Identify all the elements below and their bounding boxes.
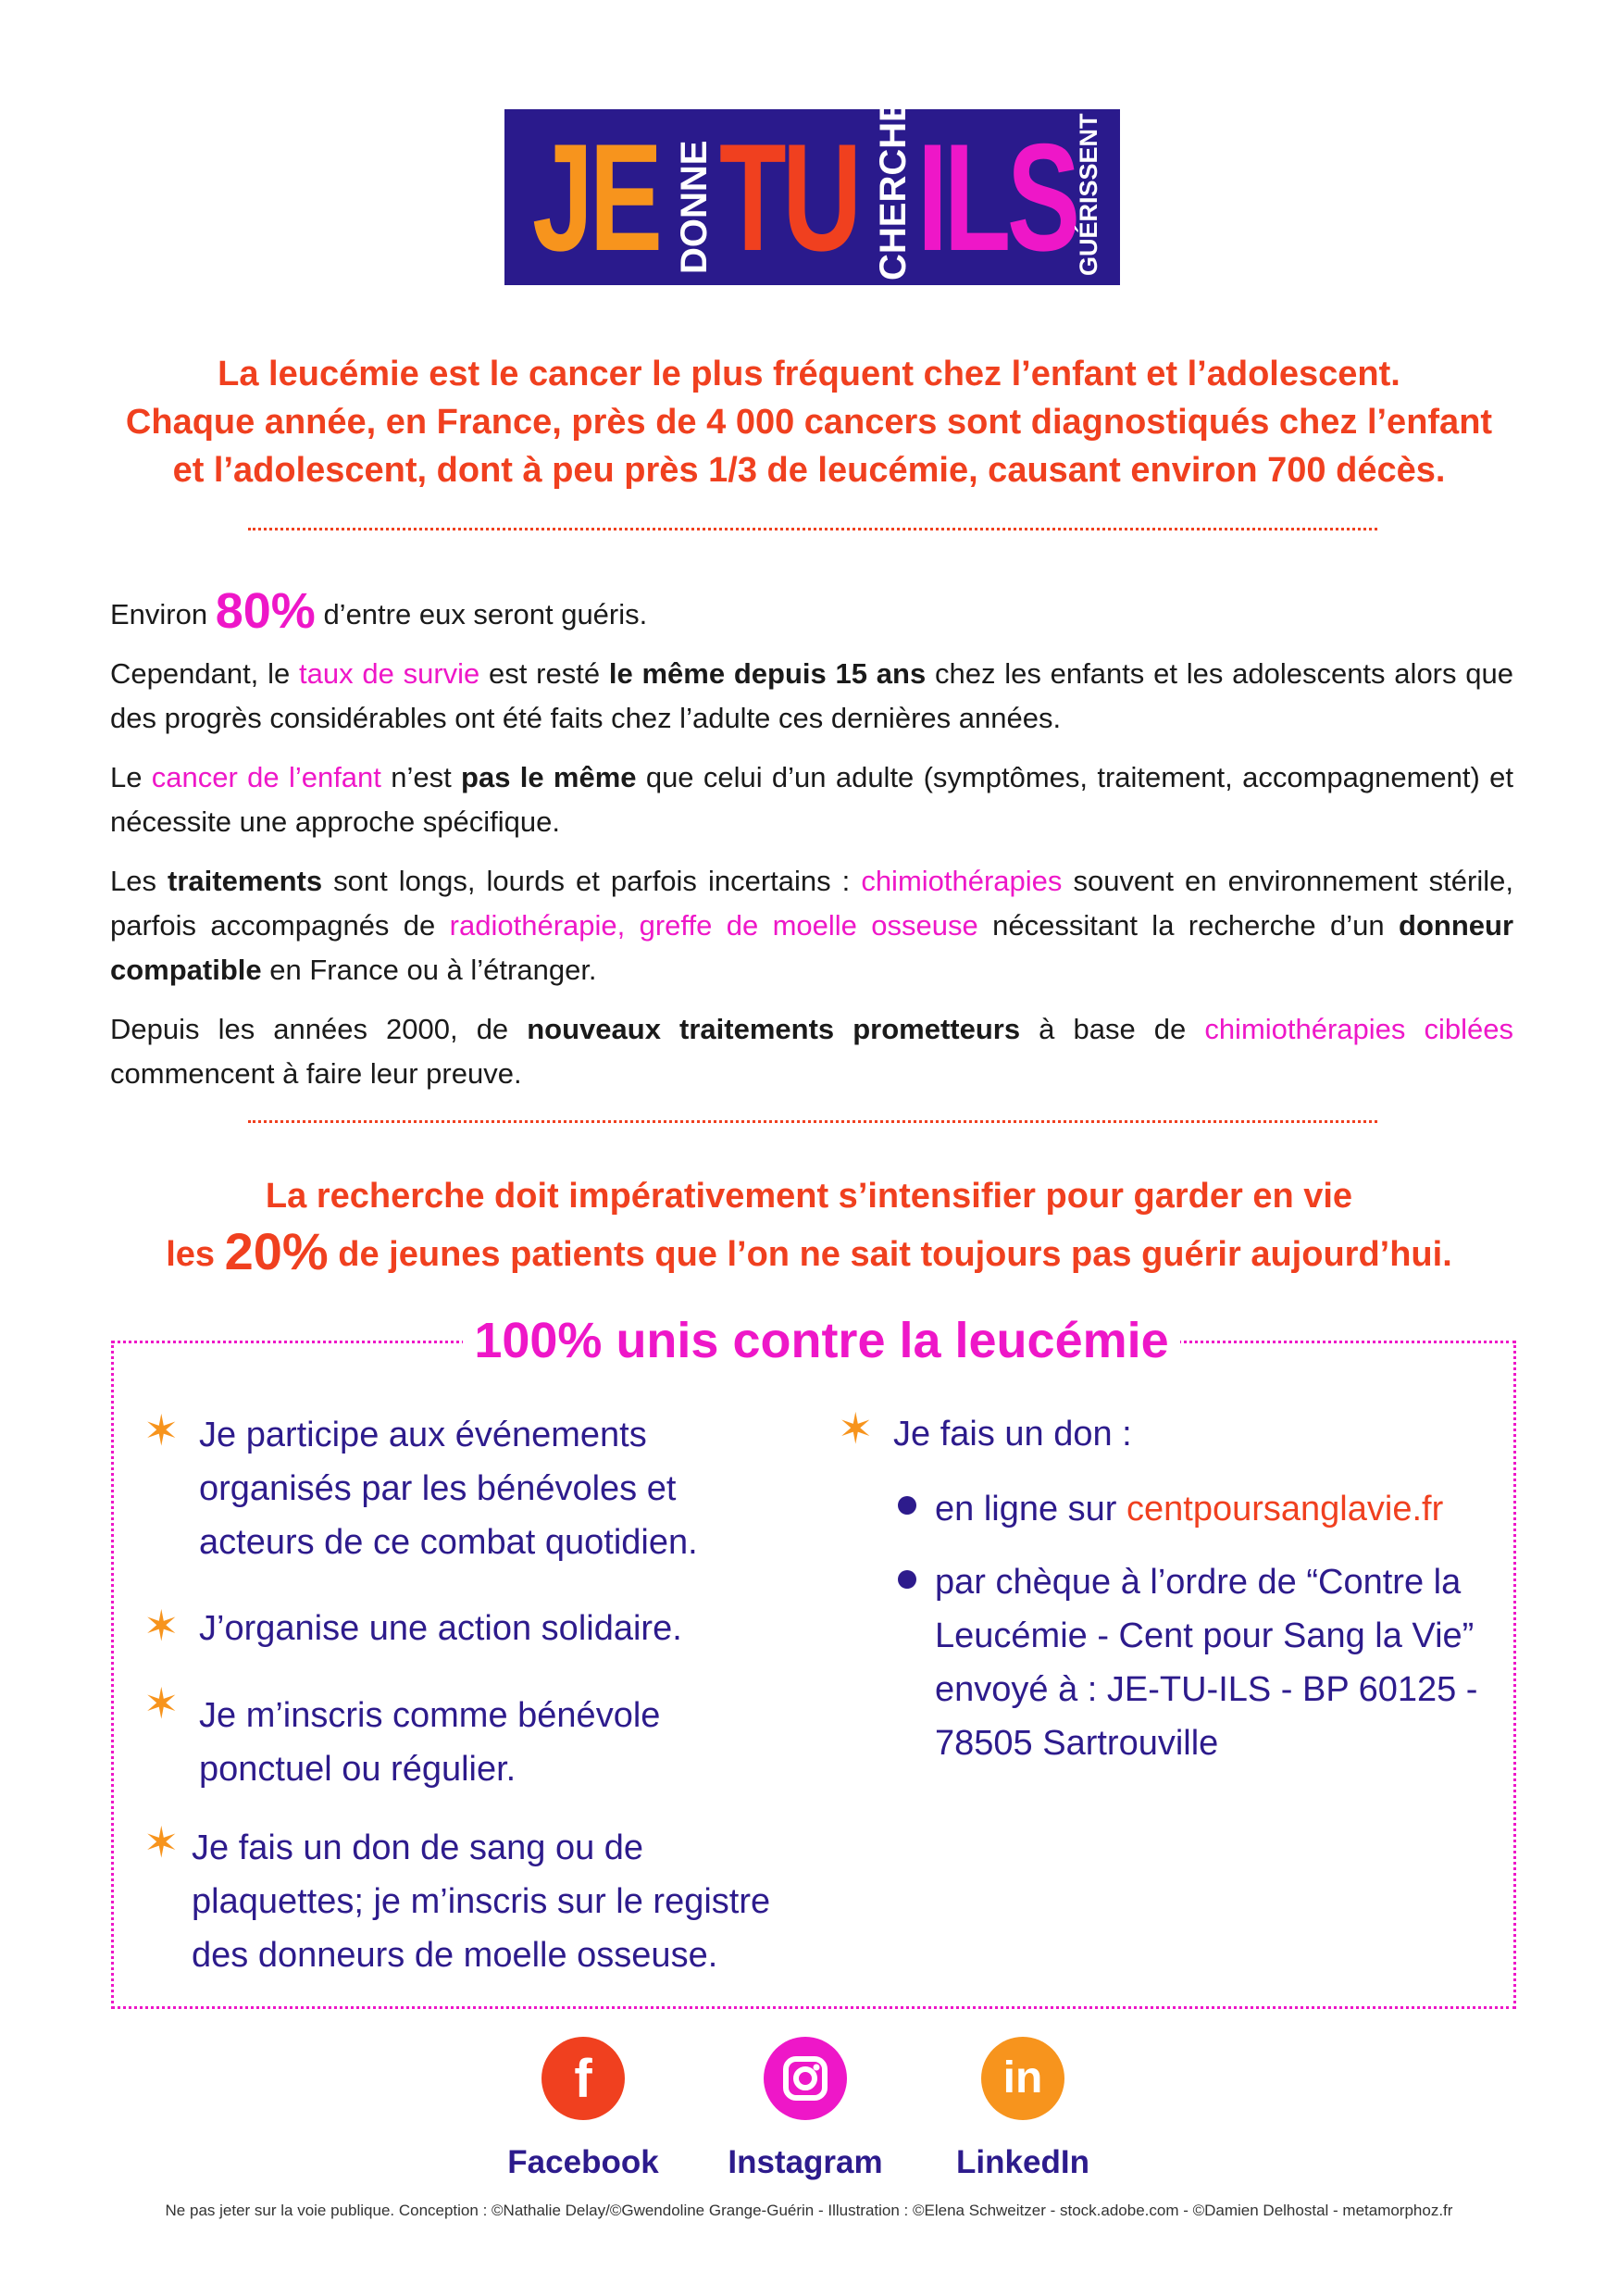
intro-line-1: La leucémie est le cancer le plus fréquent chez l’enfant et l’adolescent. bbox=[218, 355, 1400, 393]
donation-title: Je fais un don : bbox=[893, 1415, 1132, 1454]
bullet-dot bbox=[898, 1496, 916, 1515]
instagram-label[interactable]: Instagram bbox=[728, 2144, 883, 2180]
intro-line-2: Chaque année, en France, près de 4 000 cancers sont diagnostiqués chez l’enfant bbox=[125, 403, 1493, 442]
box-title: 100% unis contre la leucémie bbox=[463, 1304, 1180, 1378]
pct-20: 20% bbox=[224, 1222, 329, 1280]
instagram-icon[interactable] bbox=[764, 2037, 847, 2120]
paragraph-survival-rate: Cependant, le taux de survie est resté le même depuis 15 ans chez les enfants et les adolescents alors que des progrès considérables ont été faits chez l’adulte ces dernières années. bbox=[110, 657, 1513, 734]
linkedin-label[interactable]: LinkedIn bbox=[956, 2144, 1089, 2180]
paragraph-treatments: Les traitements sont longs, lourds et parfois incertains : chimiothérapies souvent en environnement stérile, parfois accompagnés de radiothérapie, greffe de moelle osseuse nécessitant la recherche d’un donneur compatible en France ou à l’étranger. bbox=[110, 865, 1514, 986]
star-icon: ✶ bbox=[143, 1818, 180, 1866]
linkedin-icon[interactable]: in bbox=[981, 2037, 1064, 2120]
donation-link[interactable]: centpoursanglavie.fr bbox=[1126, 1490, 1444, 1529]
logo bbox=[504, 72, 1120, 285]
pct-80: 80% bbox=[215, 583, 316, 639]
paragraph-child-cancer: Le cancer de l’enfant n’est pas le même que celui d’un adulte (symptômes, traitement, accompagnement) et nécessite une approche spécifique. bbox=[110, 761, 1513, 838]
star-icon: ✶ bbox=[143, 1406, 180, 1454]
logo-cherches: CHERCHES bbox=[873, 72, 914, 281]
credits: Ne pas jeter sur la voie publique. Conception : ©Nathalie Delay/©Gwendoline Grange-Guérin - Illustration : ©Elena Schweitzer - stock.adobe.com - ©Damien Delhostal - metamorphoz.fr bbox=[165, 2202, 1453, 2219]
bullet-dot bbox=[898, 1570, 916, 1589]
star-icon: ✶ bbox=[143, 1602, 180, 1650]
donation-online: en ligne sur centpoursanglavie.fr bbox=[935, 1490, 1444, 1529]
facebook-icon[interactable]: f bbox=[541, 2037, 625, 2120]
action-item-events: Je participe aux événements organisés par les bénévoles et acteurs de ce combat quotidien. bbox=[199, 1416, 698, 1562]
star-icon: ✶ bbox=[143, 1679, 180, 1728]
logo-guerissent: GUÉRISSENT bbox=[1075, 113, 1102, 276]
action-item-volunteer: Je m’inscris comme bénévole ponctuel ou régulier. bbox=[199, 1696, 661, 1789]
divider-middle bbox=[248, 1120, 1377, 1123]
action-item-blood-donation: Je fais un don de sang ou de plaquettes; je m’inscris sur le registre des donneurs de moelle osseuse. bbox=[192, 1828, 771, 1975]
logo-je: JE bbox=[532, 112, 659, 282]
intro-line-3: et l’adolescent, dont à peu près 1/3 de leucémie, causant environ 700 décès. bbox=[172, 451, 1446, 490]
paragraph-new-treatments: Depuis les années 2000, de nouveaux traitements prometteurs à base de chimiothérapies ciblées commencent à faire leur preuve. bbox=[110, 1013, 1513, 1090]
paragraph-survival: Environ 80% d’entre eux seront guéris. bbox=[110, 583, 648, 639]
research-call bbox=[111, 1168, 1507, 1282]
facebook-label[interactable]: Facebook bbox=[507, 2144, 659, 2180]
star-icon: ✶ bbox=[838, 1404, 874, 1453]
call-line-2: les 20% de jeunes patients que l’on ne sait toujours pas guérir aujourd’hui. bbox=[166, 1222, 1452, 1280]
intro-text bbox=[111, 350, 1507, 494]
logo-ils: ILS bbox=[917, 112, 1077, 282]
logo-donne: DONNE bbox=[674, 140, 715, 274]
logo-tu: TU bbox=[719, 112, 858, 282]
divider-top bbox=[248, 528, 1377, 530]
action-item-solidarity: J’organise une action solidaire. bbox=[199, 1609, 682, 1648]
body-text bbox=[110, 583, 1514, 1111]
call-line-1: La recherche doit impérativement s’intensifier pour garder en vie bbox=[265, 1177, 1353, 1216]
donation-cheque: par chèque à l’ordre de “Contre la Leucémie - Cent pour Sang la Vie” envoyé à : JE-TU-ILS - BP 60125 - 78505 Sartrouville bbox=[935, 1563, 1478, 1763]
